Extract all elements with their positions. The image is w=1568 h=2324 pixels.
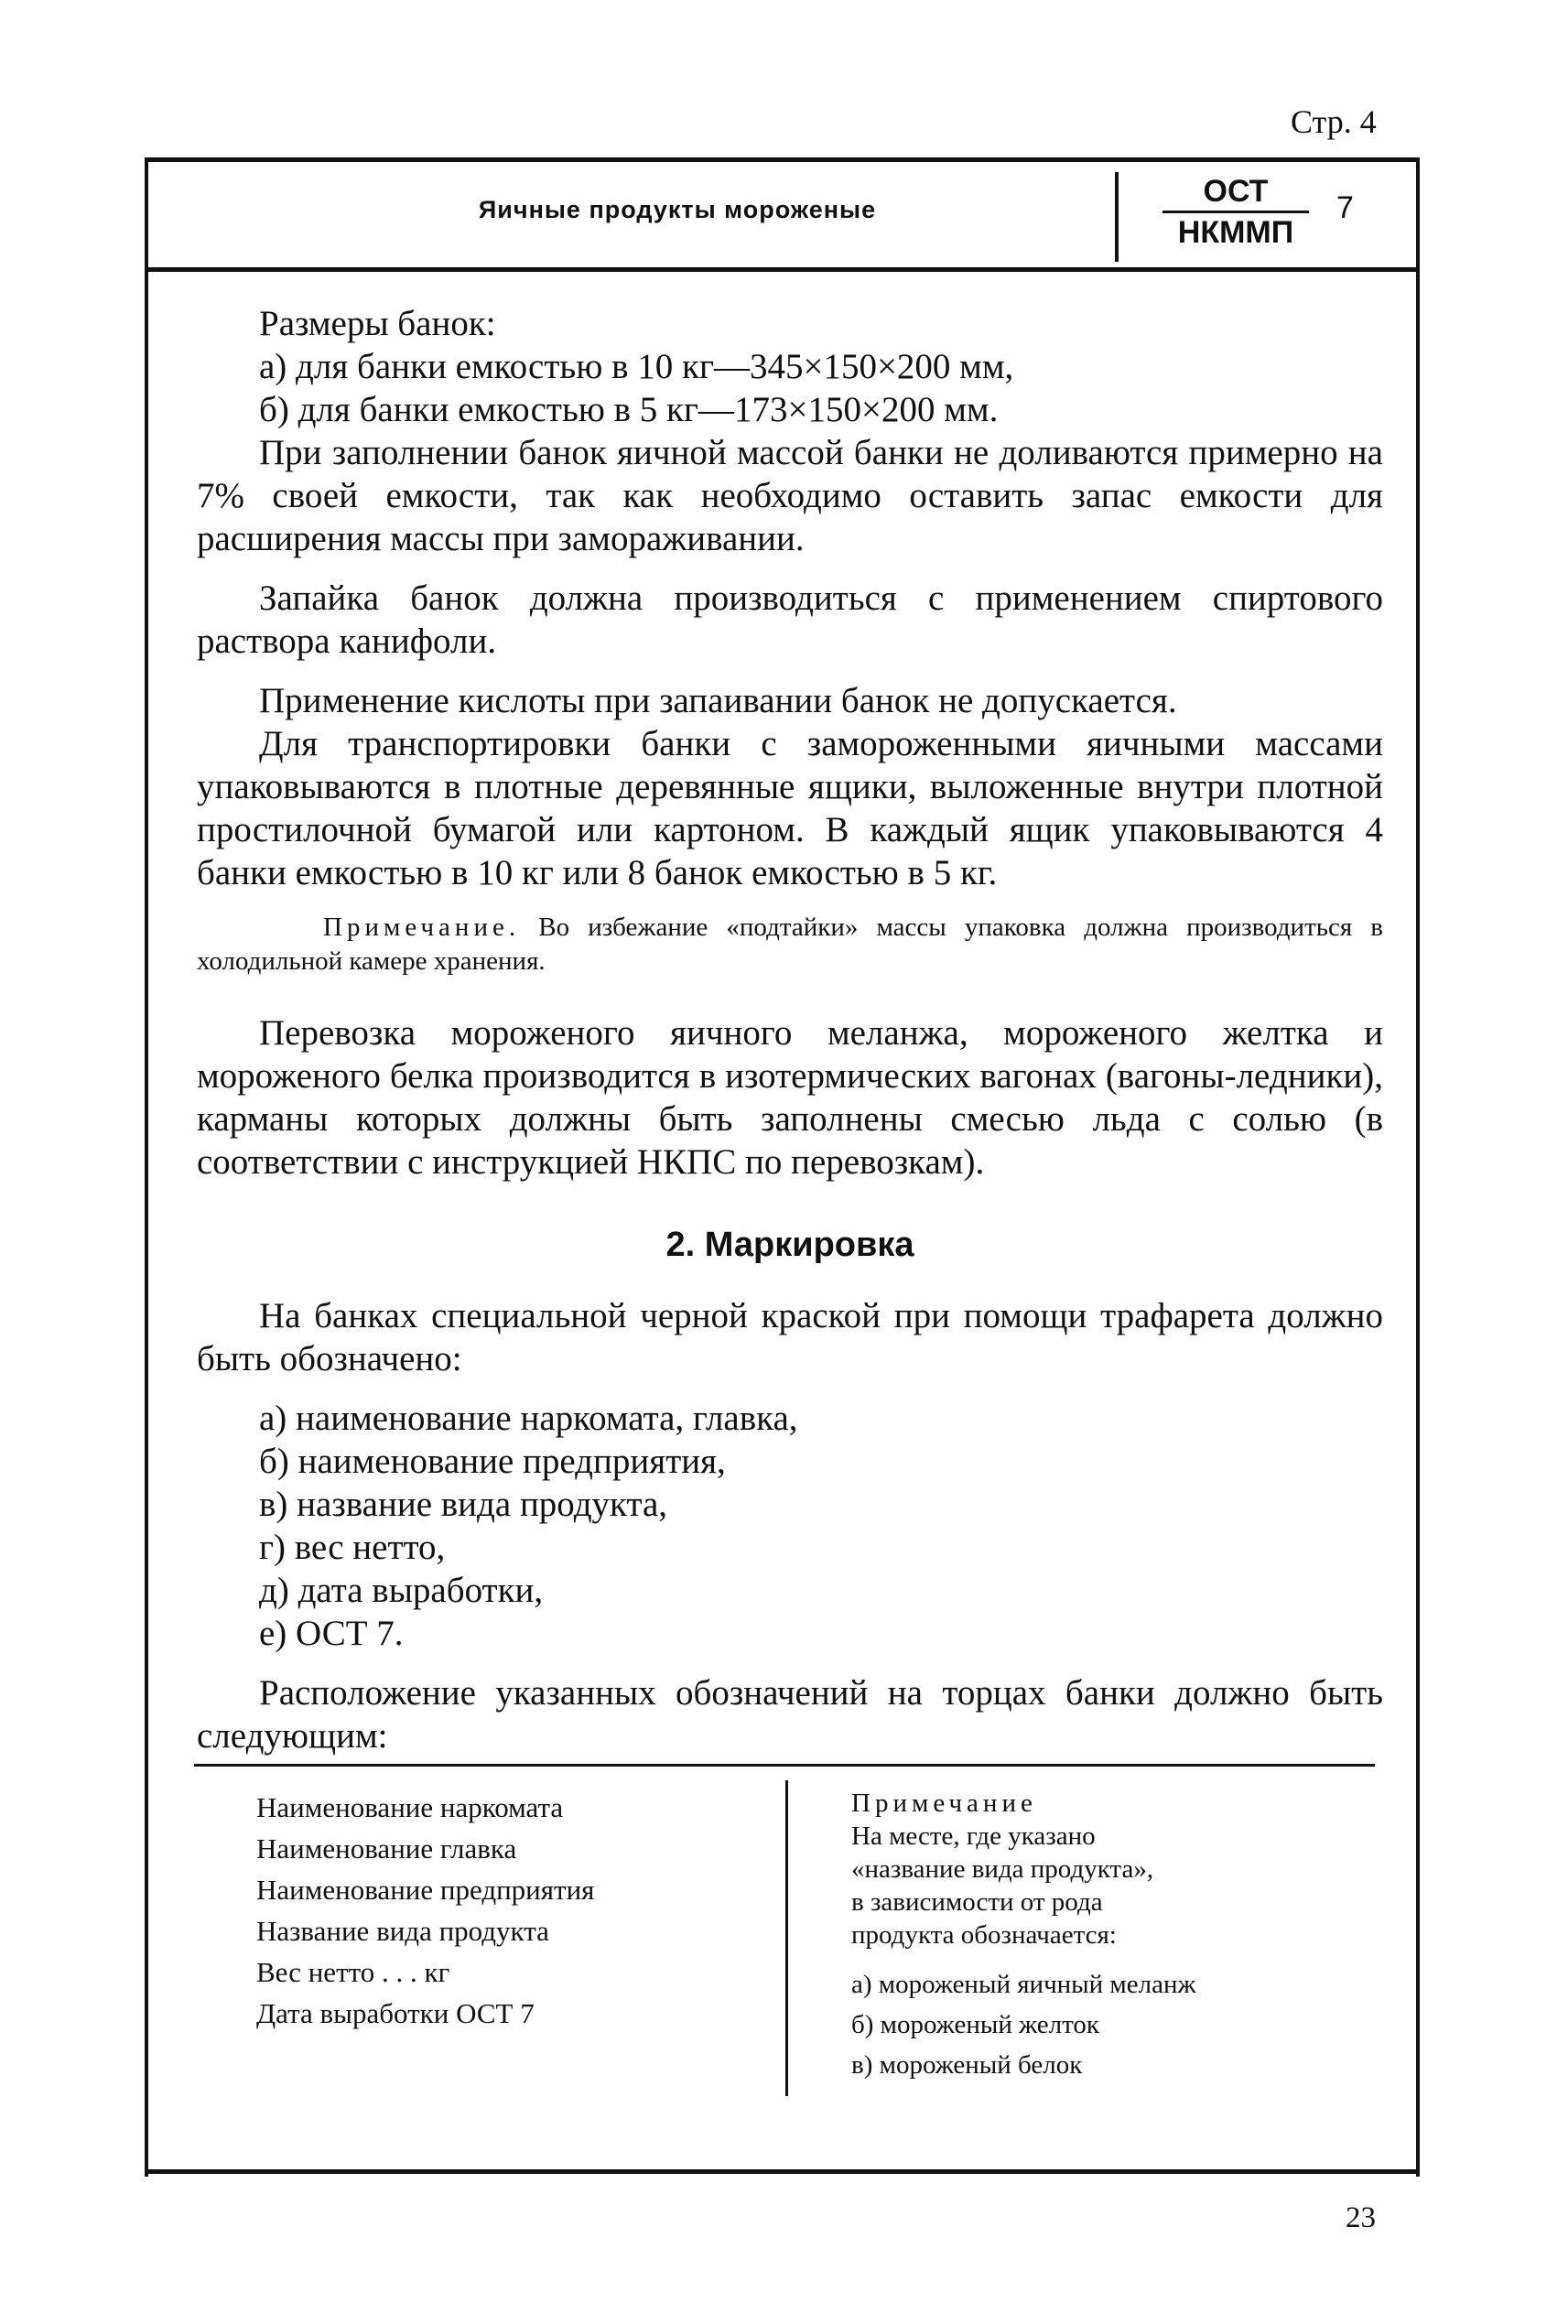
- standard-top: ОСТ: [1162, 172, 1309, 213]
- standard-bottom: НКММП: [1177, 215, 1294, 250]
- table-note-line: «название вида продукта»,: [851, 1854, 1154, 1884]
- product-item: б) мороженый желток: [851, 2010, 1099, 2039]
- page-label: Стр. 4: [1291, 103, 1377, 140]
- document-title: Яичные продукты мороженые: [478, 196, 877, 223]
- note-label: Примечание.: [323, 913, 521, 942]
- table-note-line: в зависимости от рода: [851, 1887, 1103, 1917]
- header-divider: [1115, 172, 1119, 262]
- header-top-rule: [145, 157, 1420, 162]
- header-bottom-rule: [145, 267, 1420, 272]
- label-line: Дата выработки ОСТ 7: [256, 1997, 535, 2029]
- product-item: в) мороженый белок: [851, 2050, 1083, 2080]
- paragraph-filling: При заполнении банок яичной массой банки не доливаются примерно на 7% своей емкости, так как необходимо оставить запас емкости для расширения массы при замораживании.: [197, 433, 1383, 558]
- table-note-label: Примечание: [851, 1789, 1037, 1818]
- page-number: 23: [1346, 2201, 1376, 2234]
- standard-number: 7: [1336, 190, 1354, 225]
- section-title-marking: 2. Маркировка: [665, 1226, 914, 1264]
- paragraph-acid: Применение кислоты при запаивании банок не допускается.: [259, 681, 1177, 720]
- list-item: г) вес нетто,: [259, 1528, 446, 1567]
- bottom-rule: [145, 2169, 1420, 2174]
- label-layout-column: [256, 1787, 769, 2034]
- paragraph-layout: Расположение указанных обозначений на торцах банки должно быть следующим:: [197, 1673, 1383, 1756]
- label-line: Вес нетто . . . кг: [256, 1956, 450, 1988]
- list-item: д) дата выработки,: [259, 1571, 544, 1610]
- paragraph-shipping: Перевозка мороженого яичного меланжа, мороженого желтка и мороженого белка производится в изотермических вагонах (вагоны-ледники), карманы которых должны быть заполнены смесью льда с солью (в соответствии с инструкцией НКПС по перевозкам).: [197, 1013, 1383, 1182]
- paragraph-sizes: Размеры банок:: [259, 304, 496, 343]
- note-text: Во избежание «подтайки» массы упаковка должна производиться в холодильной камере хранения.: [197, 913, 1384, 976]
- standard-designation: [1162, 172, 1309, 252]
- paragraph-soldering: Запайка банок должна производиться с применением спиртового раствора канифоли.: [197, 578, 1383, 661]
- label-line: Название вида продукта: [256, 1915, 549, 1947]
- paragraph-transport: Для транспортировки банки с замороженными яичными массами упаковываются в плотные деревянные ящики, выложенные внутри плотной простилочной бумагой или картоном. В каждый ящик упаковываются 4 банки емкостью в 10 кг или 8 банок емкостью в 5 кг.: [197, 724, 1383, 892]
- table-note-line: На месте, где указано: [851, 1821, 1096, 1851]
- table-note-column: [851, 1787, 1382, 2085]
- list-item: а) наименование наркомата, главка,: [259, 1399, 798, 1438]
- list-item: е) ОСТ 7.: [259, 1614, 404, 1653]
- list-item: в) название вида продукта,: [259, 1485, 668, 1524]
- table-divider: [785, 1780, 788, 2096]
- list-item: б) для банки емкостью в 5 кг—173×150×200 мм.: [259, 390, 999, 429]
- list-item: а) для банки емкостью в 10 кг—345×150×200 мм,: [259, 347, 1014, 386]
- label-line: Наименование предприятия: [256, 1874, 595, 1906]
- product-item: а) мороженый яичный меланж: [851, 1970, 1196, 1999]
- list-item: б) наименование предприятия,: [259, 1442, 726, 1481]
- document-body: [197, 302, 1383, 1757]
- label-line: Наименование наркомата: [256, 1791, 564, 1823]
- note-packing: [197, 911, 1383, 978]
- table-note-line: продукта обозначается:: [851, 1920, 1117, 1950]
- table-top-rule: [194, 1764, 1375, 1767]
- paragraph-marking: На банках специальной черной краской при помощи трафарета должно быть обозначено:: [197, 1296, 1383, 1378]
- label-line: Наименование главка: [256, 1832, 517, 1865]
